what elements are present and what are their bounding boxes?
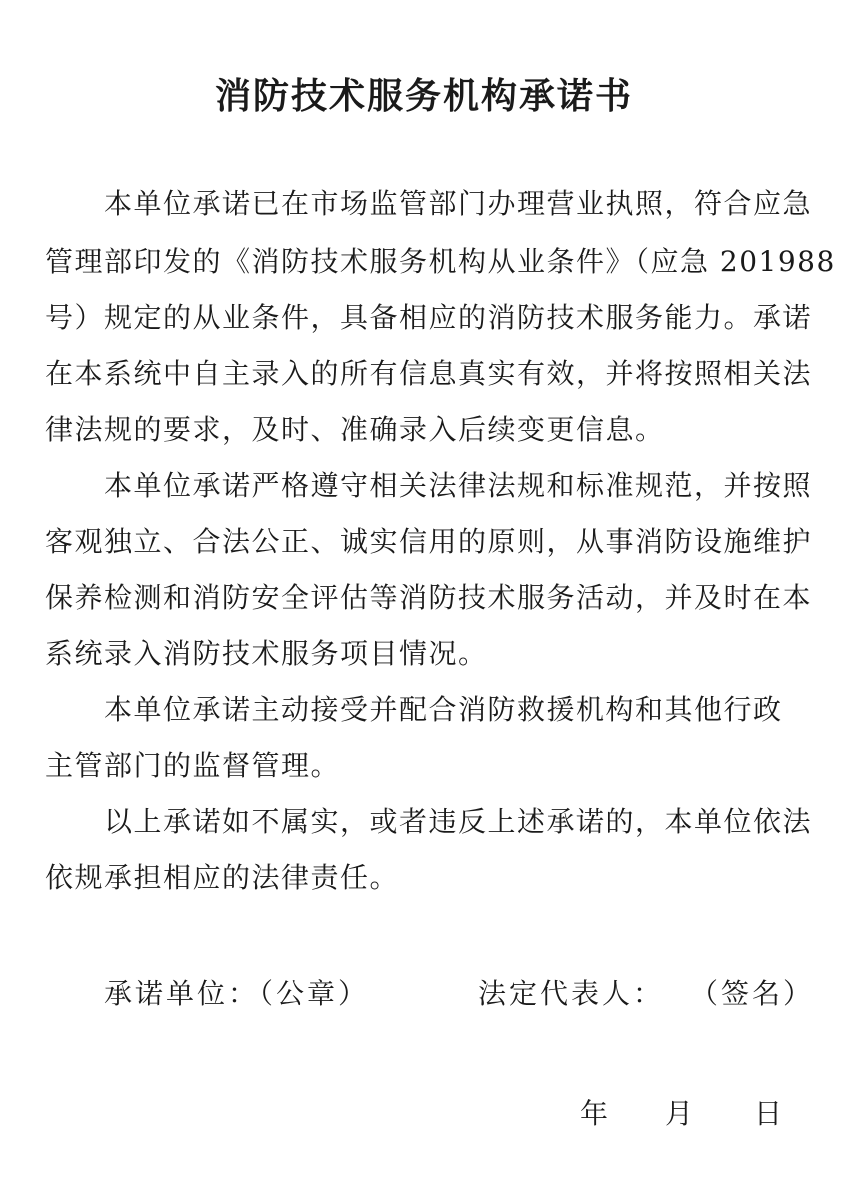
- date-month: 月: [665, 1097, 694, 1130]
- committing-unit-seal-label: 承诺单位：（公章）: [104, 977, 370, 1010]
- paragraph-4-line-1: 以上承诺如不属实，或者违反上述承诺的，本单位依法: [104, 805, 813, 838]
- paragraph-3-line-1: 本单位承诺主动接受并配合消防救援机构和其他行政: [104, 693, 783, 726]
- paragraph-2-line-1: 本单位承诺严格遵守相关法律法规和标准规范，并按照: [104, 469, 813, 502]
- paragraph-1-line-3: 号）规定的从业条件，具备相应的消防技术服务能力。承诺: [45, 301, 813, 334]
- paragraph-1-line-1: 本单位承诺已在市场监管部门办理营业执照，符合应急: [104, 187, 813, 220]
- date-year: 年: [580, 1097, 609, 1130]
- paragraph-1-line-5: 律法规的要求，及时、准确录入后续变更信息。: [45, 413, 665, 446]
- legal-representative-signature: （签名）: [690, 977, 815, 1010]
- paragraph-1-line-2: 管理部印发的《消防技术服务机构从业条件》（应急 201988: [45, 245, 836, 278]
- date-day: 日: [754, 1097, 783, 1130]
- paragraph-2-line-4: 系统录入消防技术服务项目情况。: [45, 637, 488, 670]
- paragraph-1-line-4: 在本系统中自主录入的所有信息真实有效，并将按照相关法: [45, 357, 813, 390]
- paragraph-2-line-2: 客观独立、合法公正、诚实信用的原则，从事消防设施维护: [45, 525, 813, 558]
- paragraph-3-line-2: 主管部门的监督管理。: [45, 749, 341, 782]
- legal-representative-label: 法定代表人：: [478, 977, 665, 1010]
- paragraph-4-line-2: 依规承担相应的法律责任。: [45, 861, 400, 894]
- document-title: 消防技术服务机构承诺书: [214, 76, 633, 117]
- paragraph-2-line-3: 保养检测和消防安全评估等消防技术服务活动，并及时在本: [45, 581, 813, 614]
